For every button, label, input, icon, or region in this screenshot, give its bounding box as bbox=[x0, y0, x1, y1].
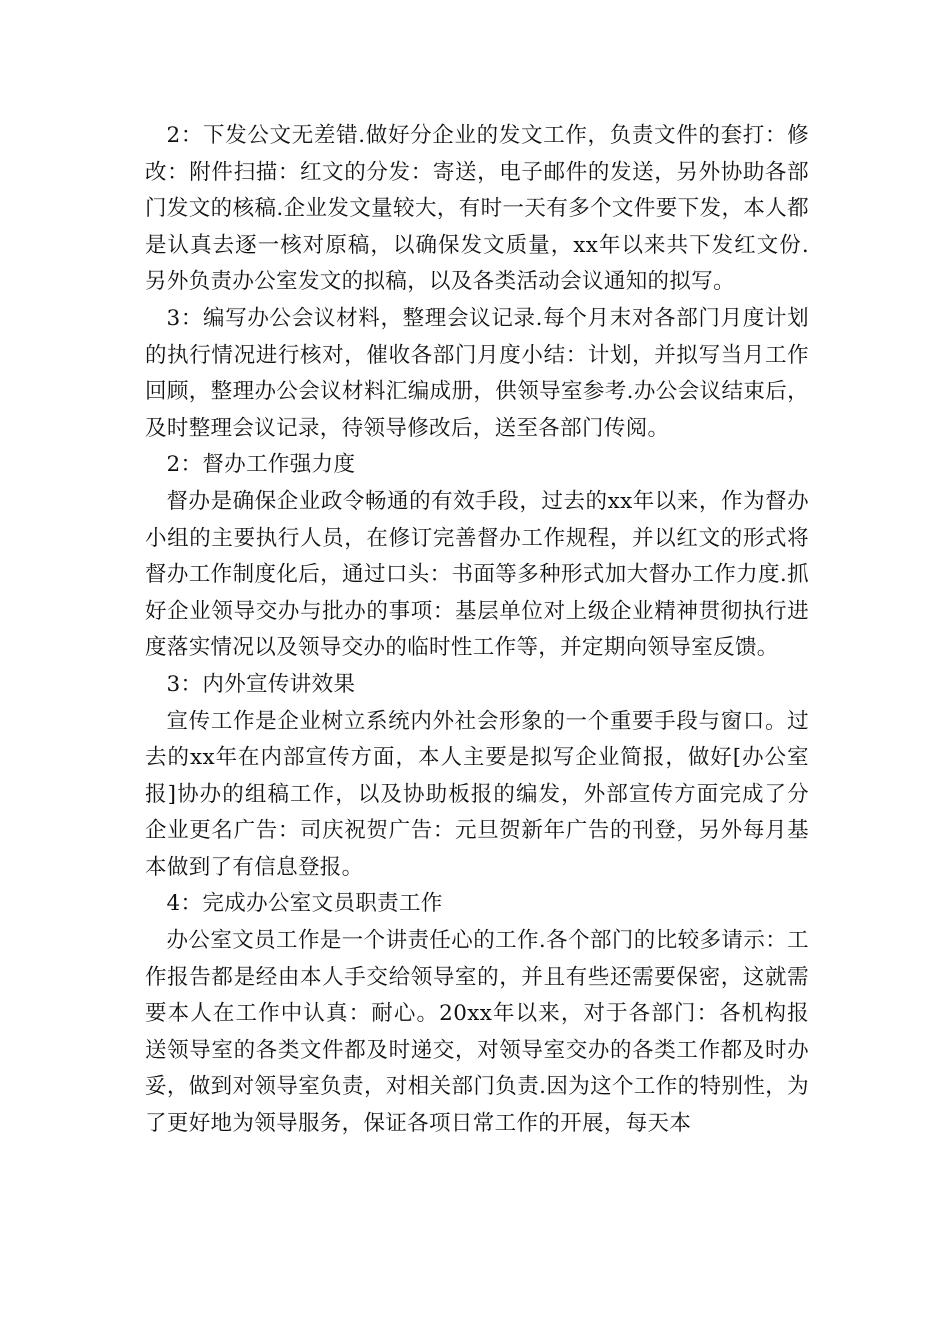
heading-publicity: 3：内外宣传讲效果 bbox=[166, 671, 356, 697]
paragraph-supervision: 督办是确保企业政令畅通的有效手段，过去的xx年以来，作为督办小组的主要执行人员，在修订完善督办工作规程，并以红文的形式将督办工作制度化后，通过口头：书面等多种形式加大督办工作力度.抓好企业领导交办与批办的事项：基层单位对上级企业精神贯彻执行进度落实情况以及领导交办的临时性工作等，并定期向领导室反馈。 bbox=[145, 488, 809, 661]
paragraph-clerk-duties: 办公室文员工作是一个讲责任心的工作.各个部门的比较多请示：工作报告都是经由本人手交给领导室的，并且有些还需要保密，这就需要本人在工作中认真：耐心。20xx年以来，对于各部门：各机构报送领导室的各类文件都及时递交，对领导室交办的各类工作都及时办妥，做到对领导室负责，对相关部门负责.因为这个工作的特别性，为了更好地为领导服务，保证各项日常工作的开展，每天本 bbox=[145, 928, 809, 1137]
paragraph-meeting-materials: 3：编写办公会议材料，整理会议记录.每个月末对各部门月度计划的执行情况进行核对，催收各部门月度小结：计划，并拟写当月工作回顾，整理办公会议材料汇编成册，供领导室参考.办公会议结束后，及时整理会议记录，待领导修改后，送至各部门传阅。 bbox=[145, 305, 809, 441]
document-body bbox=[145, 118, 809, 1143]
paragraph-outgoing-documents: 2：下发公文无差错.做好分企业的发文工作，负责文件的套打：修改：附件扫描：红文的分发：寄送，电子邮件的发送，另外协助各部门发文的核稿.企业发文量较大，有时一天有多个文件要下发，本人都是认真去逐一核对原稿，以确保发文质量，xx年以来共下发红文份.另外负责办公室发文的拟稿，以及各类活动会议通知的拟写。 bbox=[145, 123, 809, 295]
heading-clerk-duties: 4：完成办公室文员职责工作 bbox=[166, 891, 443, 917]
paragraph-publicity: 宣传工作是企业树立系统内外社会形象的一个重要手段与窗口。过去的xx年在内部宣传方面，本人主要是拟写企业简报，做好[办公室报]协办的组稿工作，以及协助板报的编发，外部宣传方面完成了分企业更名广告：司庆祝贺广告：元旦贺新年广告的刊登，另外每月基本做到了有信息登报。 bbox=[145, 708, 809, 880]
heading-supervision: 2：督办工作强力度 bbox=[166, 452, 356, 478]
